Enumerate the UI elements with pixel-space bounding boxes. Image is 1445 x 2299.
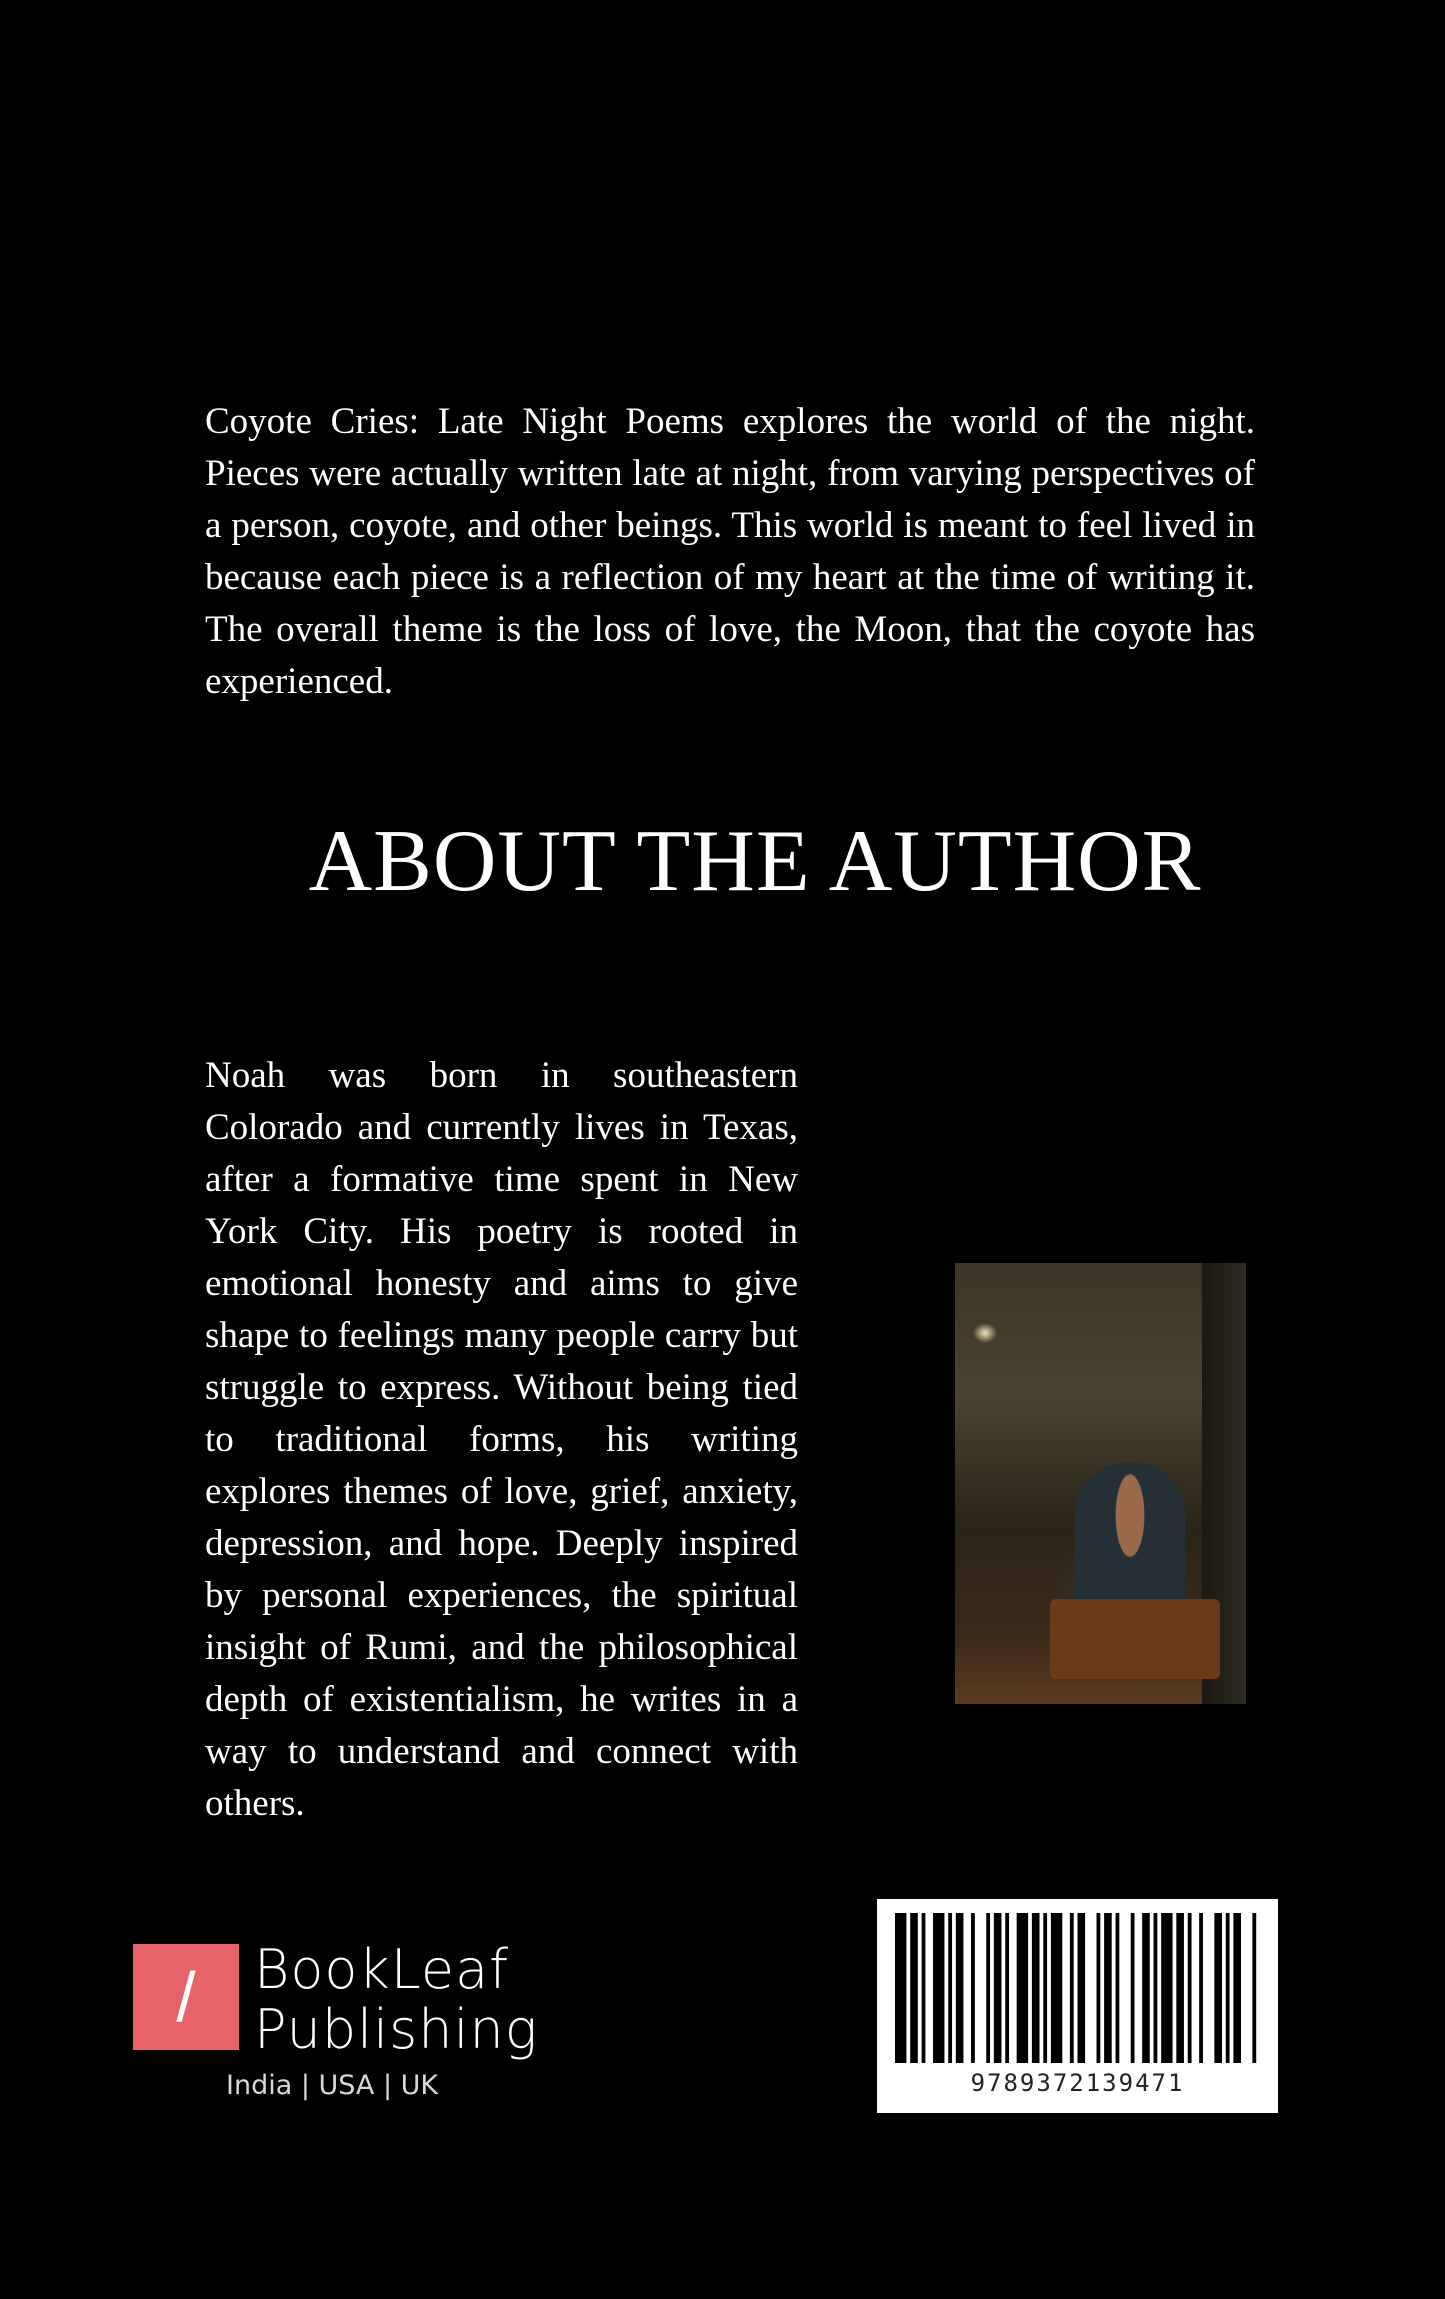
barcode-bar bbox=[1233, 1913, 1241, 2063]
barcode-bar bbox=[994, 1913, 1002, 2063]
author-bio: Noah was born in southeastern Colorado and currently lives in Texas, after a formative time spent in New York City. His poetry is rooted in emotional honesty and aims to give shape to feelings many people carry but struggle to express. Without being tied to traditional forms, his writing explores themes of love, grief, anxiety, depression, and hope. Deeply inspired by personal experiences, the spiritual insight of Rumi, and the philosophical depth of existentialism, he writes in a way to understand and connect with others. bbox=[205, 1055, 798, 1824]
author-photo bbox=[955, 1263, 1246, 1704]
barcode-bar bbox=[1005, 1913, 1009, 2063]
barcode-bar bbox=[1214, 1913, 1222, 2063]
barcode-bar bbox=[1078, 1913, 1086, 2063]
barcode-bar bbox=[948, 1913, 952, 2063]
about-author-heading: ABOUT THE AUTHOR bbox=[308, 813, 1202, 910]
barcode-bar bbox=[986, 1913, 990, 2063]
barcode-bar bbox=[1154, 1913, 1158, 2063]
barcode-bar bbox=[1051, 1913, 1062, 2063]
barcode-bar bbox=[971, 1913, 975, 2063]
barcode-bar bbox=[1252, 1913, 1256, 2063]
barcode-bar bbox=[1104, 1913, 1112, 2063]
barcode-bar bbox=[910, 1913, 918, 2063]
barcode-bar bbox=[1032, 1913, 1040, 2063]
photo-chair bbox=[1050, 1599, 1220, 1679]
publisher-name-line2: Publishing bbox=[254, 1998, 539, 2061]
barcode-bar bbox=[933, 1913, 944, 2063]
barcode-bar bbox=[1142, 1913, 1150, 2063]
barcode-bar bbox=[1116, 1913, 1120, 2063]
barcode-bar bbox=[1176, 1913, 1184, 2063]
barcode-bar bbox=[1043, 1913, 1047, 2063]
barcode-bar bbox=[1017, 1913, 1028, 2063]
barcode-bar bbox=[1097, 1913, 1101, 2063]
barcode bbox=[877, 1899, 1278, 2113]
barcode-bar bbox=[895, 1913, 906, 2063]
barcode-bar bbox=[1199, 1913, 1203, 2063]
barcode-bar bbox=[1070, 1913, 1074, 2063]
barcode-bar bbox=[956, 1913, 964, 2063]
bookleaf-logo-icon: / bbox=[133, 1944, 239, 2050]
barcode-bar bbox=[922, 1913, 926, 2063]
barcode-bar bbox=[1131, 1913, 1135, 2063]
publisher-name-line1: BookLeaf bbox=[254, 1938, 510, 2001]
publisher-name bbox=[254, 1940, 538, 2060]
barcode-bar bbox=[1226, 1913, 1230, 2063]
isbn-number: 9789372139471 bbox=[970, 2069, 1185, 2097]
barcode-icon bbox=[895, 1913, 1260, 2063]
publisher-regions: India | USA | UK bbox=[226, 2070, 439, 2101]
barcode-bar bbox=[1161, 1913, 1172, 2063]
barcode-bar bbox=[1188, 1913, 1192, 2063]
book-description: Coyote Cries: Late Night Poems explores the world of the night. Pieces were actually written late at night, from varying perspectives of a person, coyote, and other beings. This world is meant to feel lived in because each piece is a reflection of my heart at the time of writing it. The overall theme is the loss of love, the Moon, that the coyote has experienced. bbox=[205, 401, 1255, 702]
